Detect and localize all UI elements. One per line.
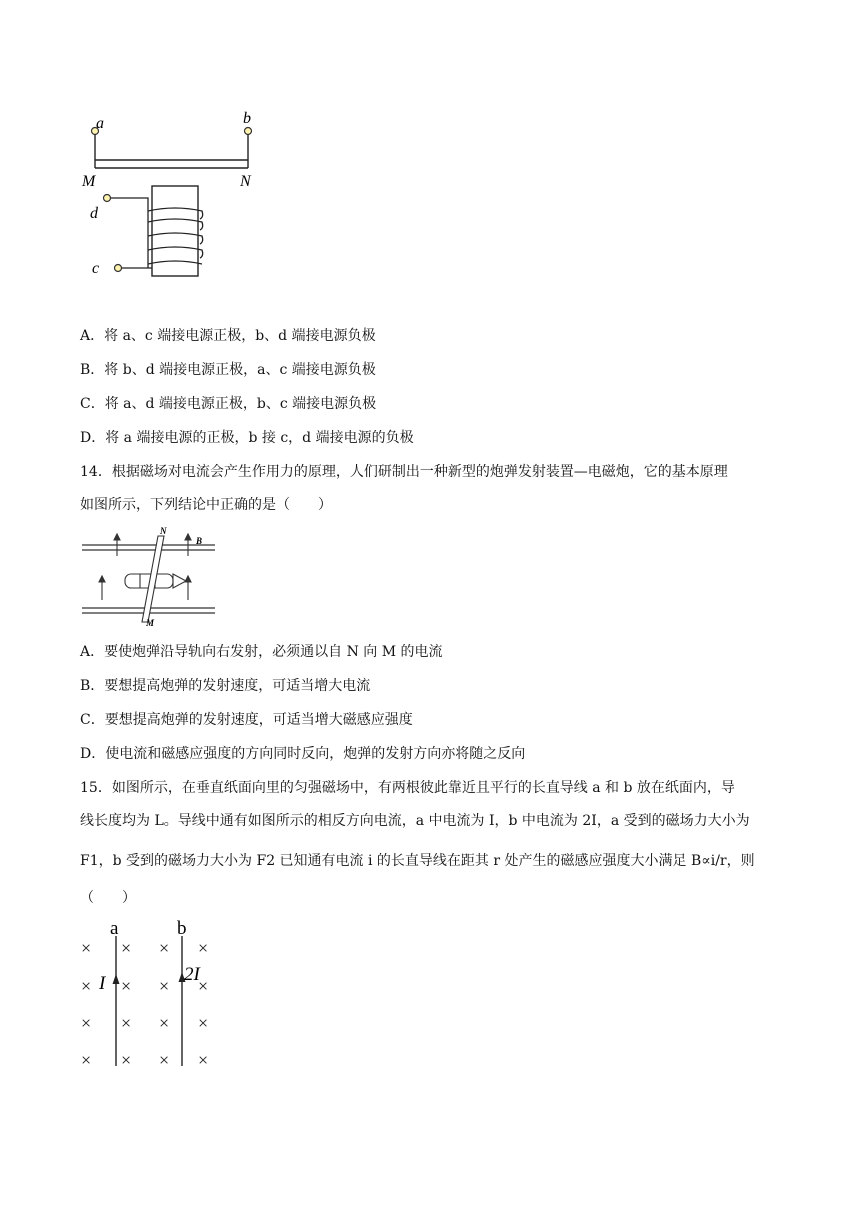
label-d: d xyxy=(90,205,98,222)
q14-option-b xyxy=(80,677,370,695)
q14-stem-line1: 14．根据磁场对电流会产生作用力的原理，人们研制出一种新型的炮弹发射装置—电磁炮，它的基本原理 xyxy=(80,464,728,480)
q15-stem-line1: 15．如图所示，在垂直纸面向里的匀强磁场中，有两根彼此靠近且平行的长直导线 a 和 b 放在纸面内，导 xyxy=(80,780,735,796)
q14-option-a xyxy=(80,643,443,661)
option-letter: B． xyxy=(80,362,105,378)
option-text: 将 a 端接电源的正极，b 接 c，d 端接电源的负极 xyxy=(105,430,414,446)
option-letter: C． xyxy=(80,712,105,728)
option-text: 要想提高炮弹的发射速度，可适当增大磁感应强度 xyxy=(104,712,413,728)
svg-text:×: × xyxy=(81,1050,92,1070)
q15-stem-line4: （ ） xyxy=(80,890,136,906)
q13-option-b xyxy=(80,361,376,379)
svg-text:×: × xyxy=(159,1050,170,1070)
svg-text:×: × xyxy=(159,1013,170,1033)
option-text: 要使炮弹沿导轨向右发射，必须通以自 N 向 M 的电流 xyxy=(104,644,443,660)
q15-stem-line3: F1，b 受到的磁场力大小为 F2 已知通有电流 i 的长直导线在距其 r 处产生的磁感应强度大小满足 B∝i/r，则 xyxy=(80,853,755,869)
label-I: I xyxy=(99,973,106,994)
svg-text:×: × xyxy=(198,976,209,996)
svg-text:×: × xyxy=(81,976,92,996)
label-N: N xyxy=(160,526,167,536)
terminal-d xyxy=(104,195,111,202)
label-b: b xyxy=(243,110,251,127)
svg-text:×: × xyxy=(198,1013,209,1033)
label-M: M xyxy=(146,618,155,626)
label-M: M xyxy=(82,173,96,190)
svg-text:×: × xyxy=(81,938,92,958)
q15-stem-line2: 线长度均为 L。导线中通有如图所示的相反方向电流，a 中电流为 I，b 中电流为 2I，a 受到的磁场力大小为 xyxy=(80,813,750,829)
label-2I: 2I xyxy=(184,964,200,985)
option-text: 要想提高炮弹的发射速度，可适当增大电流 xyxy=(104,678,371,694)
svg-text:×: × xyxy=(198,938,209,958)
label-N: N xyxy=(240,173,251,190)
terminal-b xyxy=(245,128,252,135)
magnetic-field-arrows xyxy=(99,534,191,600)
option-letter: C． xyxy=(80,396,105,412)
option-letter: A． xyxy=(80,328,105,344)
option-letter: D． xyxy=(80,746,106,762)
q14-option-d xyxy=(80,745,525,763)
fig13-rail-solenoid-diagram xyxy=(80,108,280,288)
q14-option-c xyxy=(80,711,413,729)
q13-option-c xyxy=(80,395,376,413)
q14-stem-line2: 如图所示，下列结论中正确的是（ ） xyxy=(80,497,332,513)
option-letter: D． xyxy=(80,430,106,446)
option-text: 使电流和磁感应强度的方向同时反向，炮弹的发射方向亦将随之反向 xyxy=(105,746,526,762)
field-crosses xyxy=(81,938,208,1070)
label-c: c xyxy=(92,260,100,277)
fig15-parallel-wires-diagram xyxy=(74,916,224,1070)
option-letter: A． xyxy=(80,644,105,660)
label-a: a xyxy=(96,115,104,132)
label-b: b xyxy=(177,918,187,939)
svg-text:×: × xyxy=(121,976,132,996)
q13-option-a xyxy=(80,327,376,345)
svg-text:×: × xyxy=(159,976,170,996)
svg-text:×: × xyxy=(121,938,132,958)
option-text: 将 a、c 端接电源正极，b、d 端接电源负极 xyxy=(104,328,376,344)
svg-text:×: × xyxy=(159,938,170,958)
fig14-railgun-diagram xyxy=(80,526,220,626)
label-B: B xyxy=(196,536,203,546)
option-letter: B． xyxy=(80,678,105,694)
svg-text:×: × xyxy=(121,1050,132,1070)
current-arrow-a xyxy=(113,974,120,984)
option-text: 将 a、d 端接电源正极，b、c 端接电源负极 xyxy=(104,396,377,412)
svg-text:×: × xyxy=(81,1013,92,1033)
svg-text:×: × xyxy=(198,1050,209,1070)
option-text: 将 b、d 端接电源正极，a、c 端接电源负极 xyxy=(104,362,376,378)
terminal-c xyxy=(115,265,122,272)
label-a: a xyxy=(110,918,119,939)
q13-option-d xyxy=(80,429,414,447)
svg-text:×: × xyxy=(121,1013,132,1033)
